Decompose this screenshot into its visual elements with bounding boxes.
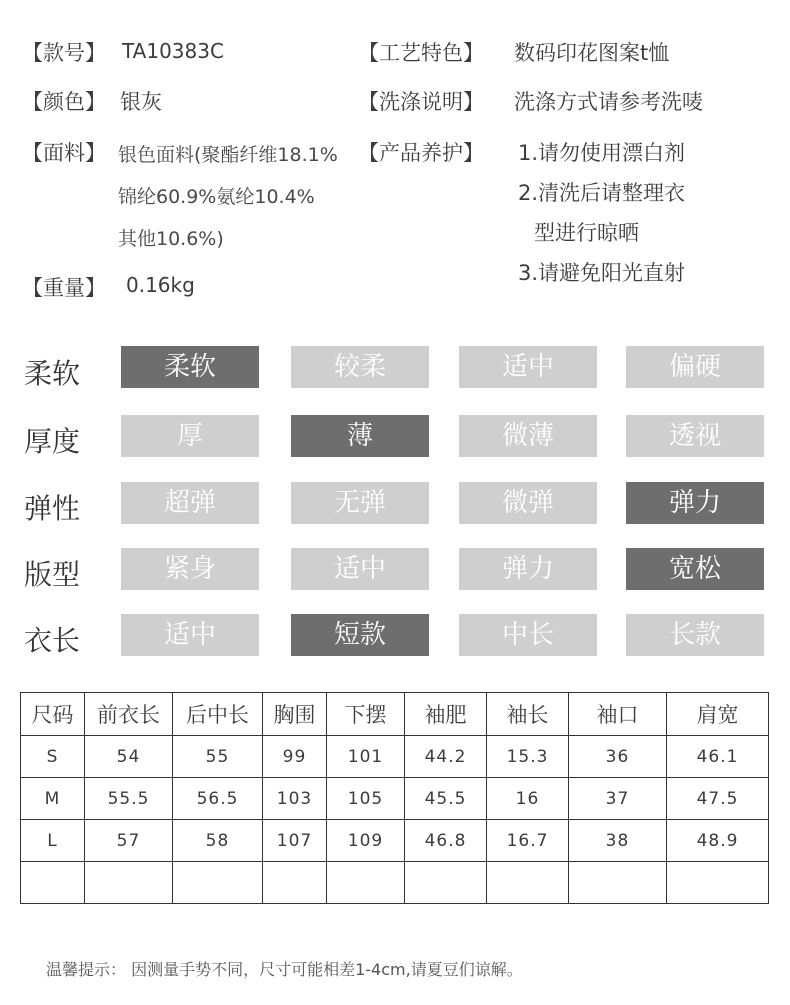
attribute-label: 版型 bbox=[24, 558, 81, 591]
column-header: 后中长 bbox=[173, 693, 263, 736]
craft-value: 数码印花图案t恤 bbox=[514, 41, 670, 65]
option-chip: 长款 bbox=[626, 614, 764, 656]
table-cell bbox=[667, 862, 769, 904]
attribute-label: 弹性 bbox=[24, 492, 81, 525]
measurement-note: 温馨提示： 因测量手势不同，尺寸可能相差1-4cm,请夏豆们谅解。 bbox=[46, 960, 523, 979]
attribute-label: 厚度 bbox=[24, 425, 81, 458]
care-item-2: 2.清洗后请整理衣 bbox=[518, 181, 686, 205]
table-cell: 48.9 bbox=[667, 820, 769, 862]
option-chip-selected: 短款 bbox=[291, 614, 429, 656]
table-cell: 16.7 bbox=[487, 820, 569, 862]
option-chip: 超弹 bbox=[121, 482, 259, 524]
option-chip: 微弹 bbox=[459, 482, 597, 524]
table-cell: 47.5 bbox=[667, 778, 769, 820]
style-no-value: TA10383C bbox=[122, 39, 224, 63]
option-chip: 微薄 bbox=[459, 415, 597, 457]
option-chip: 透视 bbox=[626, 415, 764, 457]
option-chip: 适中 bbox=[291, 548, 429, 590]
option-chip: 较柔 bbox=[291, 346, 429, 388]
care-item-2-cont: 型进行晾晒 bbox=[534, 221, 639, 245]
color-label: 【颜色】 bbox=[22, 90, 106, 114]
table-cell: 55.5 bbox=[85, 778, 173, 820]
option-chip-selected: 弹力 bbox=[626, 482, 764, 524]
option-chip: 无弹 bbox=[291, 482, 429, 524]
option-chip-selected: 柔软 bbox=[121, 346, 259, 388]
table-cell: 103 bbox=[263, 778, 327, 820]
table-cell: 105 bbox=[327, 778, 405, 820]
table-cell: 107 bbox=[263, 820, 327, 862]
table-cell: 38 bbox=[569, 820, 667, 862]
wash-label: 【洗涤说明】 bbox=[358, 90, 484, 114]
table-row-empty bbox=[21, 862, 769, 904]
column-header: 胸围 bbox=[263, 693, 327, 736]
care-item-3: 3.请避免阳光直射 bbox=[518, 261, 686, 285]
table-row bbox=[21, 820, 769, 862]
table-cell: 54 bbox=[85, 736, 173, 778]
table-cell: 46.8 bbox=[405, 820, 487, 862]
fabric-label: 【面料】 bbox=[22, 141, 106, 165]
weight-value: 0.16kg bbox=[126, 273, 195, 297]
column-header: 下摆 bbox=[327, 693, 405, 736]
table-cell: 55 bbox=[173, 736, 263, 778]
fabric-line-2: 锦纶60.9%氨纶10.4% bbox=[118, 186, 315, 208]
column-header: 袖长 bbox=[487, 693, 569, 736]
table-cell: L bbox=[21, 820, 85, 862]
table-cell: 99 bbox=[263, 736, 327, 778]
table-row bbox=[21, 736, 769, 778]
table-cell: 58 bbox=[173, 820, 263, 862]
option-chip-selected: 薄 bbox=[291, 415, 429, 457]
option-chip: 紧身 bbox=[121, 548, 259, 590]
table-cell: 46.1 bbox=[667, 736, 769, 778]
care-item-1: 1.请勿使用漂白剂 bbox=[518, 141, 686, 165]
color-value: 银灰 bbox=[120, 90, 162, 114]
table-cell bbox=[263, 862, 327, 904]
table-cell bbox=[569, 862, 667, 904]
size-table bbox=[20, 692, 769, 904]
attribute-label: 衣长 bbox=[24, 624, 81, 657]
care-label: 【产品养护】 bbox=[358, 141, 484, 165]
column-header: 肩宽 bbox=[667, 693, 769, 736]
table-cell: M bbox=[21, 778, 85, 820]
table-cell: 56.5 bbox=[173, 778, 263, 820]
table-cell: 15.3 bbox=[487, 736, 569, 778]
table-cell: 109 bbox=[327, 820, 405, 862]
option-chip: 弹力 bbox=[459, 548, 597, 590]
table-cell: 101 bbox=[327, 736, 405, 778]
table-cell bbox=[327, 862, 405, 904]
table-cell: 45.5 bbox=[405, 778, 487, 820]
table-cell bbox=[85, 862, 173, 904]
option-chip: 适中 bbox=[459, 346, 597, 388]
table-cell: S bbox=[21, 736, 85, 778]
column-header: 尺码 bbox=[21, 693, 85, 736]
column-header: 前衣长 bbox=[85, 693, 173, 736]
option-chip: 偏硬 bbox=[626, 346, 764, 388]
table-cell bbox=[21, 862, 85, 904]
table-cell bbox=[173, 862, 263, 904]
fabric-line-3: 其他10.6%) bbox=[118, 228, 224, 250]
option-chip-selected: 宽松 bbox=[626, 548, 764, 590]
table-cell: 44.2 bbox=[405, 736, 487, 778]
option-chip: 中长 bbox=[459, 614, 597, 656]
table-cell: 57 bbox=[85, 820, 173, 862]
option-chip: 适中 bbox=[121, 614, 259, 656]
table-header-row bbox=[21, 693, 769, 736]
column-header: 袖口 bbox=[569, 693, 667, 736]
table-row bbox=[21, 778, 769, 820]
table-cell bbox=[405, 862, 487, 904]
table-cell: 16 bbox=[487, 778, 569, 820]
fabric-line-1: 银色面料(聚酯纤维18.1% bbox=[118, 144, 338, 166]
style-no-label: 【款号】 bbox=[22, 41, 106, 65]
wash-value: 洗涤方式请参考洗唛 bbox=[514, 90, 703, 114]
column-header: 袖肥 bbox=[405, 693, 487, 736]
table-cell bbox=[487, 862, 569, 904]
weight-label: 【重量】 bbox=[22, 276, 106, 300]
option-chip: 厚 bbox=[121, 415, 259, 457]
craft-label: 【工艺特色】 bbox=[358, 41, 484, 65]
table-cell: 37 bbox=[569, 778, 667, 820]
table-cell: 36 bbox=[569, 736, 667, 778]
attribute-label: 柔软 bbox=[24, 357, 81, 390]
